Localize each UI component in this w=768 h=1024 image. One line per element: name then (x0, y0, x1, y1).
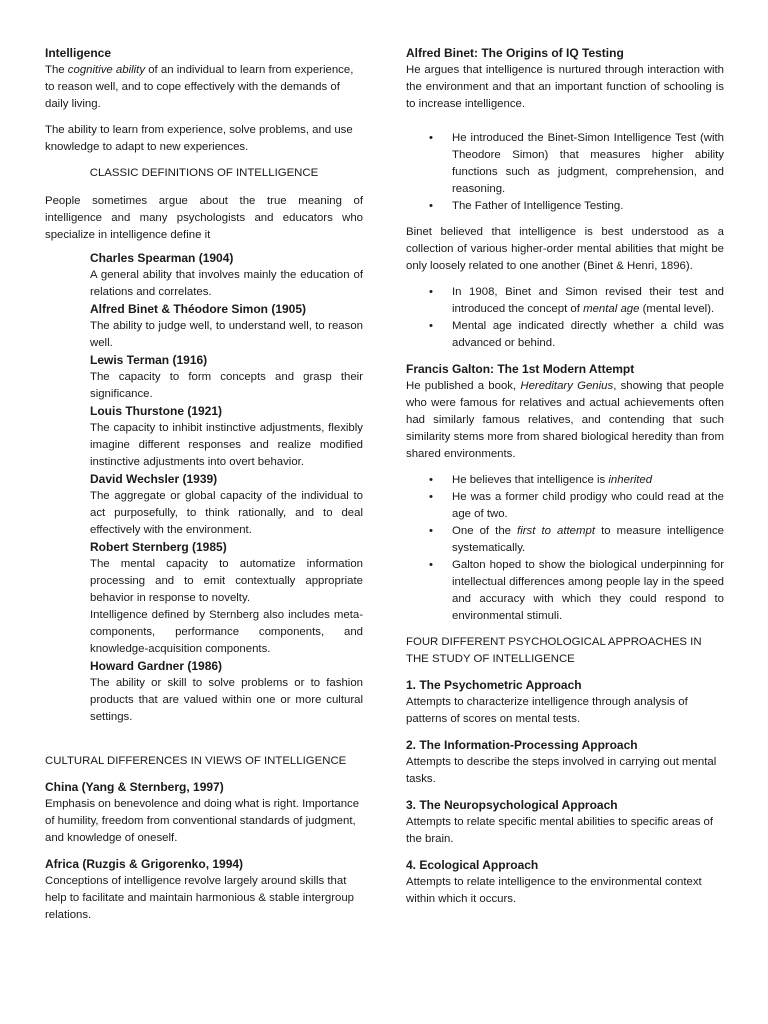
binet-paragraph-2: Binet believed that intelligence is best understood as a collection of various higher-order mental abilities that might be only loosely related to one another (Binet & Henri, 1896). (406, 226, 724, 272)
intelligence-definition-1 (45, 62, 363, 113)
list-item (452, 472, 724, 489)
def-name-sternberg: Robert Sternberg (1985) (90, 540, 227, 554)
def-text-terman: The capacity to form concepts and grasp their significance. (90, 371, 363, 400)
list-item: • The Father of Intelligence Testing. (452, 198, 724, 215)
approach-1-title: 1. The Psychometric Approach (406, 678, 582, 692)
def-name-wechsler: David Wechsler (1939) (90, 472, 218, 486)
def-text-binet-simon: The ability to judge well, to understand well, to reason well. (90, 320, 363, 349)
china-text: Emphasis on benevolence and doing what is right. Importance of humility, freedom from conventional standards of judgment, and knowledge of oneself. (45, 798, 360, 844)
list-item: • Galton hoped to show the biological underpinning for intellectual differences among people lay in the speed and accuracy with which they could respond to environmental stimuli. (452, 557, 724, 625)
approach-4-title: 4. Ecological Approach (406, 858, 539, 872)
def-text-gardner: The ability or skill to solve problems or to fashion products that are valued within one or more cultural settings. (90, 677, 363, 723)
definitions-list (90, 250, 363, 726)
galton-b3-pre: One of the (452, 525, 518, 537)
def-name-binet-simon: Alfred Binet & Théodore Simon (1905) (90, 302, 307, 316)
binet-bullets-2 (406, 284, 724, 352)
galton-paragraph (406, 378, 724, 463)
galton-b1-pre: He believes that intelligence is (452, 474, 609, 486)
intelligence-definition-2: The ability to learn from experience, solve problems, and use knowledge to adapt to new experiences. (45, 124, 353, 153)
def-text-sternberg: The mental capacity to automatize information processing and to emit contextually appropriate behavior in response to novelty. (90, 558, 363, 604)
def-text-spearman: A general ability that involves mainly the education of relations and correlates. (90, 269, 363, 298)
list-item (452, 284, 724, 318)
def-name-thurstone: Louis Thurstone (1921) (90, 404, 223, 418)
list-item: • He introduced the Binet-Simon Intelligence Test (with Theodore Simon) that measures higher ability functions such as judgment, comprehension, and reasoning. (452, 130, 724, 198)
def-text-thurstone: The capacity to inhibit instinctive adjustments, flexibly imagine different responses and realize modified instinctive adjustments into overt behavior. (90, 422, 363, 468)
mental-age-emphasis: mental age (583, 303, 640, 315)
right-column (406, 45, 724, 908)
mental-age-pre: In 1908, Binet and Simon revised their test and introduced the concept of (452, 286, 724, 315)
list-item: • Mental age indicated directly whether a child was advanced or behind. (452, 318, 724, 352)
galton-b3-emphasis: first to attempt (517, 525, 596, 537)
def-text-wechsler: The aggregate or global capacity of the individual to act purposefully, to think rationally, and to deal effectively with the environment. (90, 490, 363, 536)
intelligence-heading: Intelligence (45, 46, 112, 60)
left-column (45, 45, 363, 924)
approach-2-text: Attempts to describe the steps involved in carrying out mental tasks. (406, 756, 717, 785)
galton-bullets (406, 472, 724, 625)
approach-2-title: 2. The Information-Processing Approach (406, 738, 638, 752)
classic-definitions-heading: CLASSIC DEFINITIONS OF INTELLIGENCE (89, 167, 319, 179)
galton-heading: Francis Galton: The 1st Modern Attempt (406, 362, 635, 376)
def-text-sternberg-extra: Intelligence defined by Sternberg also includes meta-components, performance components, and knowledge-acquisition components. (90, 609, 363, 655)
galton-b3-post: to measure intelligence systematically. (452, 525, 725, 554)
list-item (452, 523, 724, 557)
classic-intro: People sometimes argue about the true meaning of intelligence and many psychologists and educators who specialize in intelligence define it (45, 195, 363, 241)
binet-heading: Alfred Binet: The Origins of IQ Testing (406, 46, 624, 60)
def1-emphasis: cognitive ability (67, 64, 146, 76)
approach-3-title: 3. The Neuropsychological Approach (406, 798, 618, 812)
mental-age-post: (mental level). (639, 303, 715, 315)
def-name-gardner: Howard Gardner (1986) (90, 659, 223, 673)
hereditary-genius-title: Hereditary Genius (520, 380, 614, 392)
approach-3-text: Attempts to relate specific mental abilities to specific areas of the brain. (406, 816, 714, 845)
galton-post: , showing that people who were famous for relatives and actual achievements often had similarly famous relatives, and contending that such similarity stems more from shared biological heredity than from shared environments. (406, 380, 724, 460)
approach-1-text: Attempts to characterize intelligence through analysis of patterns of scores on mental tests. (406, 696, 688, 725)
def1-pre: The (45, 64, 68, 76)
china-heading: China (Yang & Sternberg, 1997) (45, 780, 224, 794)
africa-text: Conceptions of intelligence revolve largely around skills that help to facilitate and maintain harmonious & stable intergroup relations. (45, 875, 354, 921)
binet-intro: He argues that intelligence is nurtured through interaction with the environment and that an important function of schooling is to increase intelligence. (406, 64, 724, 110)
list-item: • He was a former child prodigy who could read at the age of two. (452, 489, 724, 523)
def-name-spearman: Charles Spearman (1904) (90, 251, 234, 265)
def-name-terman: Lewis Terman (1916) (90, 353, 208, 367)
galton-b1-emphasis: inherited (608, 474, 653, 486)
cultural-differences-heading: CULTURAL DIFFERENCES IN VIEWS OF INTELLIGENCE (45, 755, 347, 767)
approach-4-text: Attempts to relate intelligence to the environmental context within which it occurs. (406, 876, 702, 905)
binet-bullets-1 (406, 130, 724, 215)
approaches-heading: FOUR DIFFERENT PSYCHOLOGICAL APPROACHES IN THE STUDY OF INTELLIGENCE (406, 636, 702, 665)
def1-post: of an individual to learn from experience, to reason well, and to cope effectively with the demands of daily living. (45, 64, 354, 110)
africa-heading: Africa (Ruzgis & Grigorenko, 1994) (45, 857, 244, 871)
galton-pre: He published a book, (406, 380, 521, 392)
